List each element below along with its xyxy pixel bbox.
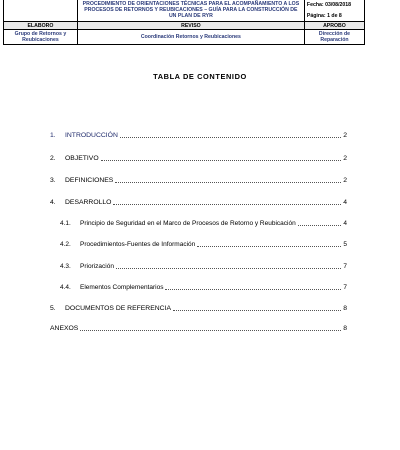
toc-entry-number: 2.: [50, 155, 56, 162]
toc-entry-objetivo[interactable]: [50, 155, 347, 163]
toc-entry-label: DESARROLLO: [65, 199, 112, 206]
toc-dot-leader: [101, 160, 342, 161]
toc-entry-label: OBJETIVO: [65, 155, 99, 162]
toc-entry-definiciones[interactable]: [50, 177, 347, 185]
elaboro-label: ELABORO: [4, 22, 78, 30]
document-meta-cell: [304, 0, 364, 22]
aprobo-label: APROBO: [304, 22, 364, 30]
toc-entry-number: 4.2.: [60, 241, 71, 248]
toc-entry-page: 4: [343, 220, 347, 227]
aprobo-value: Dirección de Reparación: [304, 30, 364, 45]
date-label: Fecha: 03/08/2018: [306, 1, 352, 8]
toc-entry-page: 8: [343, 325, 347, 332]
toc-entry-number: 3.: [50, 177, 56, 184]
toc-entry-priorizacion[interactable]: [60, 263, 347, 271]
logo-cell: [4, 0, 78, 22]
toc-entry-number: 4.: [50, 199, 56, 206]
toc-entry-anexos[interactable]: [50, 325, 347, 333]
toc-entry-label: Principio de Seguridad en el Marco de Procesos de Retorno y Reubicación: [80, 220, 296, 227]
toc-entry-desarrollo[interactable]: [50, 199, 347, 207]
toc-dot-leader: [298, 225, 342, 226]
toc-entry-label: Elementos Complementarios: [80, 284, 164, 291]
document-header-table: [3, 0, 365, 45]
toc-entry-page: 2: [343, 132, 347, 139]
toc-entry-page: 8: [343, 305, 347, 312]
reviso-value: Coordinación Retornos y Reubicaciones: [77, 30, 304, 45]
toc-entry-elementos[interactable]: [60, 284, 347, 292]
elaboro-value: Grupo de Retornos y Reubicaciones: [4, 30, 78, 45]
toc-dot-leader: [197, 246, 341, 247]
toc-dot-leader: [165, 289, 341, 290]
toc-entry-page: 7: [343, 284, 347, 291]
toc-entry-number: 4.3.: [60, 263, 71, 270]
toc-entry-label: DOCUMENTOS DE REFERENCIA: [65, 305, 171, 312]
toc-heading: TABLA DE CONTENIDO: [153, 72, 247, 81]
toc-entry-documentos[interactable]: [50, 305, 347, 313]
toc-dot-leader: [120, 137, 341, 138]
page-count-label: Página: 1 de 8: [306, 12, 342, 19]
toc-entry-label: INTRODUCCIÓN: [65, 132, 118, 139]
toc-entry-label: DEFINICIONES: [65, 177, 114, 184]
toc-entry-principio-seguridad[interactable]: [60, 220, 347, 228]
toc-dot-leader: [115, 182, 341, 183]
toc-dot-leader: [173, 310, 341, 311]
toc-entry-page: 4: [343, 199, 347, 206]
toc-entry-page: 7: [343, 263, 347, 270]
toc-entry-label: Procedimientos-Fuentes de Información: [80, 241, 196, 248]
toc-dot-leader: [113, 204, 341, 205]
toc-dot-leader: [116, 268, 341, 269]
document-title: PROCEDIMIENTO DE ORIENTACIONES TÉCNICAS PARA EL ACOMPAÑAMIENTO A LOS PROCESOS DE RETORNOS Y REUBICACIONES – GUÍA PARA LA CONSTRUCCIÓN DE UN PLAN DE RYR: [77, 0, 304, 22]
toc-entry-procedimientos[interactable]: [60, 241, 347, 249]
toc-entry-label: Priorización: [80, 263, 114, 270]
toc-entry-page: 2: [343, 155, 347, 162]
toc-entry-number: 4.4.: [60, 284, 71, 291]
toc-dot-leader: [80, 330, 341, 331]
toc-entry-introduccion[interactable]: [50, 132, 347, 140]
toc-entry-number: 4.1.: [60, 220, 71, 227]
toc-entry-label: ANEXOS: [50, 325, 79, 332]
toc-entry-page: 5: [343, 241, 347, 248]
toc-entry-number: 1.: [50, 132, 56, 139]
reviso-label: REVISO: [77, 22, 304, 30]
toc-entry-page: 2: [343, 177, 347, 184]
toc-entry-number: 5.: [50, 305, 56, 312]
